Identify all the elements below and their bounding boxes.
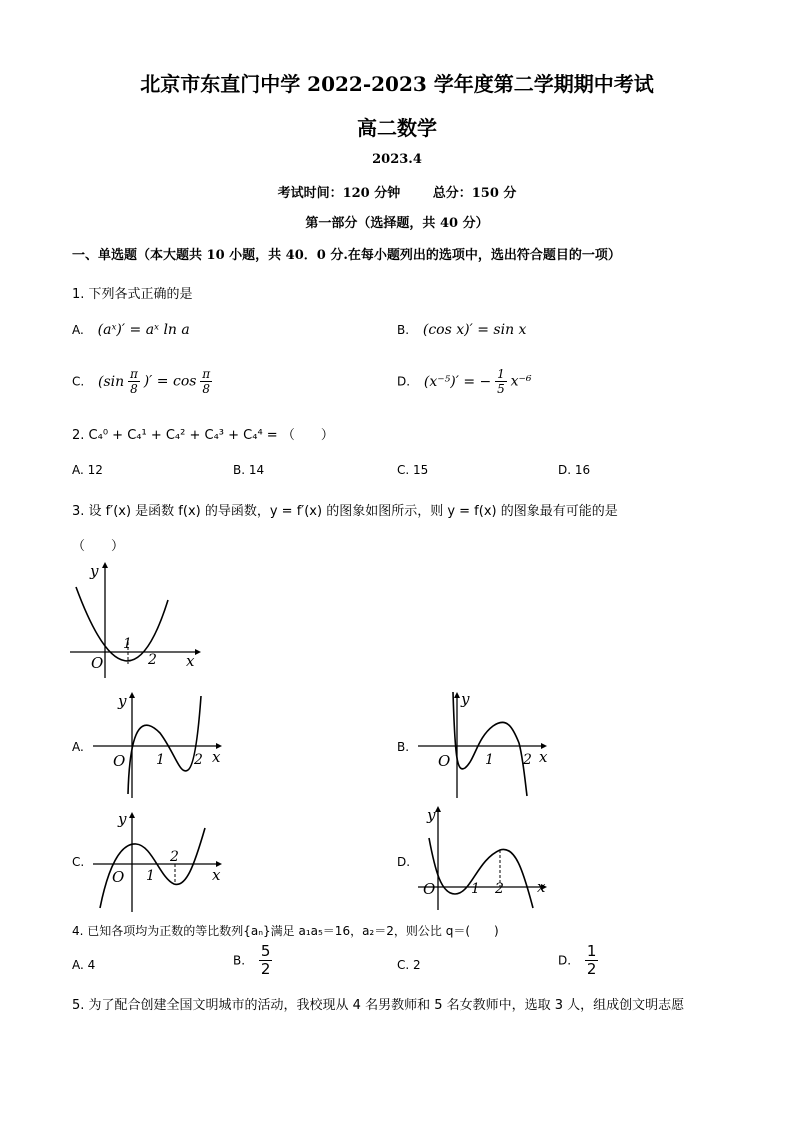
y-arrow <box>102 562 108 568</box>
q4-stem: 4. 已知各项均为正数的等比数列{aₙ}满足 a₁a₅＝16，a₂＝2，则公比 q＝( ) <box>72 924 499 938</box>
q3-option-a-graph <box>90 688 240 800</box>
part-heading: 第一部分（选择题，共 40 分） <box>305 216 489 231</box>
q4-option-c: C. 2 <box>397 958 421 972</box>
x-label: x <box>537 878 546 896</box>
q3-derivative-graph <box>70 560 205 680</box>
y-arrow <box>435 806 441 812</box>
y-arrow <box>129 692 135 698</box>
q2-option-d: D. 16 <box>558 463 591 477</box>
y-label: y <box>118 692 127 710</box>
q3-option-a-label: A. <box>72 740 84 754</box>
y-arrow <box>129 812 135 818</box>
q1-option-b: B. (cos x)′ = sin x <box>397 322 527 338</box>
section-heading: 一、单选题（本大题共 10 小题，共 40．0 分.在每小题列出的选项中，选出符合题目的一项） <box>72 248 621 263</box>
y-label: y <box>427 806 436 824</box>
q1-d-frac: $\frac{1}{5}$ <box>497 367 505 396</box>
q5-stem: 5. 为了配合创建全国文明城市的活动，我校现从 4 名男教师和 5 名女教师中，选取 3 人，组成创文明志愿 <box>72 998 685 1013</box>
q1-option-a: A. (aˣ)′ = aˣ ln a <box>72 322 190 338</box>
q3-option-b-label: B. <box>397 740 410 754</box>
q4-option-d: D. $\frac{1}{2}$ <box>558 942 597 978</box>
origin-label: O <box>112 868 125 886</box>
tick-2-label: 2 <box>170 849 179 865</box>
origin-label: O <box>91 654 104 672</box>
q2-stem: 2. C₄⁰ + C₄¹ + C₄² + C₄³ + C₄⁴ = （ ） <box>72 428 334 443</box>
x-label: x <box>539 748 548 766</box>
q4-d-frac: $\frac{1}{2}$ <box>586 942 597 978</box>
curve <box>429 838 533 908</box>
exam-time: 考试时间：120 分钟 <box>277 186 401 201</box>
q2-option-c: C. 15 <box>397 463 429 477</box>
tick-1-label: 1 <box>485 752 494 768</box>
q3-option-b-graph <box>415 688 565 800</box>
exam-subject: 高二数学 <box>357 116 437 140</box>
x-label: x <box>212 866 221 884</box>
q4-b-frac: $\frac{5}{2}$ <box>260 942 271 978</box>
origin-label: O <box>438 752 451 770</box>
x-arrow <box>195 649 201 655</box>
q1-option-c: C. (sin $\frac{\pi}{8}$ )′ = cos $\frac{\pi}{8}$ <box>72 367 211 396</box>
tick-2-label: 2 <box>148 652 157 668</box>
curve <box>128 696 201 794</box>
x-label: x <box>212 748 221 766</box>
tick-1-label: 1 <box>471 881 480 897</box>
tick-2-label: 2 <box>194 752 203 768</box>
q4-option-a: A. 4 <box>72 958 96 972</box>
exam-meta <box>0 182 794 201</box>
tick-1-label: 1 <box>156 752 165 768</box>
origin-label: O <box>423 880 436 898</box>
y-label: y <box>461 690 470 708</box>
q1-option-d: D. (x⁻⁵)′ = − $\frac{1}{5}$ x⁻⁶ <box>397 367 532 396</box>
q3-option-c-graph <box>90 808 240 914</box>
y-arrow <box>454 692 460 698</box>
q2-option-b: B. 14 <box>233 463 265 477</box>
tick-2-label: 2 <box>495 881 504 897</box>
y-label: y <box>90 562 99 580</box>
q3-option-d-graph <box>415 800 565 912</box>
q3-paren: （ ） <box>72 539 125 554</box>
q4-option-b: B. $\frac{5}{2}$ <box>233 942 271 978</box>
q2-option-a: A. 12 <box>72 463 103 477</box>
q3-option-d-label: D. <box>397 855 411 869</box>
x-label: x <box>186 652 195 670</box>
q3-option-c-label: C. <box>72 855 85 869</box>
origin-label: O <box>113 752 126 770</box>
tick-2-label: 2 <box>523 752 532 768</box>
y-label: y <box>118 810 127 828</box>
tick-1-label: 1 <box>146 868 155 884</box>
exam-score: 总分：150 分 <box>432 186 517 201</box>
exam-title: 北京市东直门中学 2022-2023 学年度第二学期期中考试 <box>140 72 654 96</box>
q1-c-frac-2: $\frac{\pi}{8}$ <box>202 367 211 396</box>
q3-stem: 3. 设 f′(x) 是函数 f(x) 的导函数，y = f′(x) 的图象如图所示，则 y = f(x) 的图象最有可能的是 <box>72 504 618 519</box>
exam-date: 2023.4 <box>372 152 422 167</box>
q1-c-frac-1: $\frac{\pi}{8}$ <box>130 367 138 396</box>
parabola-curve <box>76 587 168 661</box>
q1-stem: 1. 下列各式正确的是 <box>72 287 193 302</box>
tick-1-label: 1 <box>123 636 132 652</box>
